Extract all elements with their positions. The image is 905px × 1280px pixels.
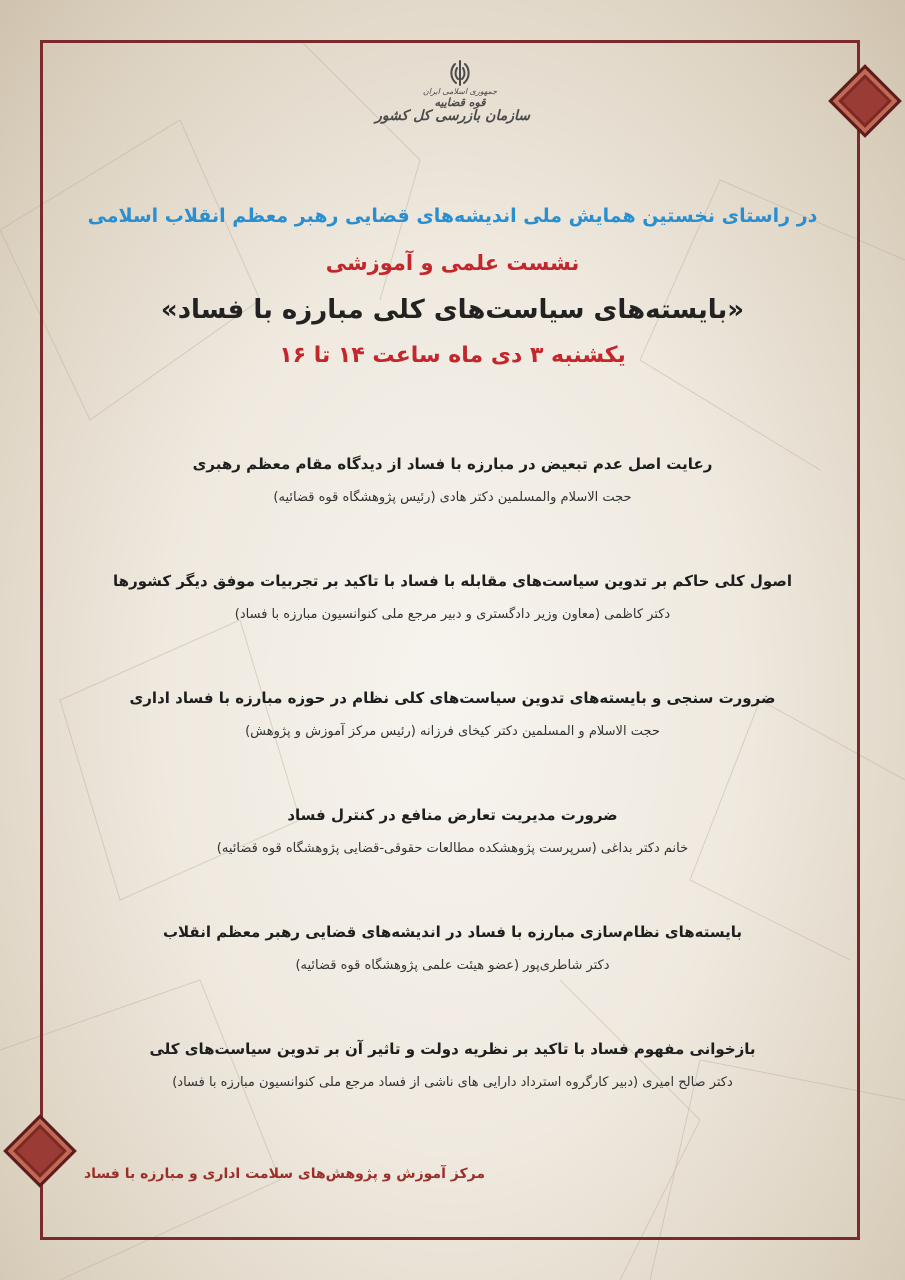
org-line-inspection: سازمان بازرسی کل کشور	[375, 107, 530, 124]
session-topic: ضرورت مدیریت تعارض منافع در کنترل فساد	[287, 806, 618, 824]
session-item	[90, 572, 815, 689]
session-item	[90, 1040, 815, 1157]
iran-emblem-icon	[447, 58, 473, 88]
session-topic: رعایت اصل عدم تبعیض در مبارزه با فساد از دیدگاه مقام معظم رهبری	[192, 455, 713, 473]
event-title: «بایسته‌های سیاست‌های کلی مبارزه با فساد»	[160, 295, 745, 325]
session-item	[90, 455, 815, 572]
org-line-judiciary: قوه قضاییه	[434, 95, 486, 109]
session-list	[90, 455, 815, 1157]
session-speaker: حجت الاسلام والمسلمین دکتر هادی (رئیس پژوهشگاه قوه قضائیه)	[273, 490, 632, 505]
session-item	[90, 806, 815, 923]
session-topic: اصول کلی حاکم بر تدوین سیاست‌های مقابله با فساد با تاکید بر تجربیات موفق دیگر کشورها	[113, 572, 792, 590]
intro-text: در راستای نخستین همایش ملی اندیشه‌های قضایی رهبر معظم انقلاب اسلامی	[87, 205, 818, 227]
session-topic: بازخوانی مفهوم فساد با تاکید بر نظریه دولت و تاثیر آن بر تدوین سیاست‌های کلی	[149, 1040, 756, 1058]
session-speaker: حجت الاسلام و المسلمین دکتر کیخای فرزانه (رئیس مرکز آموزش و پژوهش)	[245, 724, 660, 739]
session-speaker: دکتر شاطری‌پور (عضو هیئت علمی پژوهشگاه قوه قضائیه)	[295, 958, 610, 973]
session-speaker: خانم دکتر بداغی (سرپرست پژوهشکده مطالعات حقوقی-قضایی پژوهشگاه قوه قضائیه)	[216, 841, 689, 856]
footer-organizer: مرکز آموزش و پژوهش‌های سلامت اداری و مبارزه با فساد	[83, 1166, 485, 1182]
header-block	[80, 205, 825, 368]
session-topic: ضرورت سنجی و بایسته‌های تدوین سیاست‌های کلی نظام در حوزه مبارزه با فساد اداری	[129, 689, 776, 707]
session-speaker: دکتر کاظمی (معاون وزیر دادگستری و دبیر مرجع ملی کنوانسیون مبارزه با فساد)	[234, 607, 671, 622]
event-date: یکشنبه ۳ دی ماه ساعت ۱۴ تا ۱۶	[279, 343, 626, 368]
session-speaker: دکتر صالح امیری (دبیر کارگروه استرداد دارایی های ناشی از فساد مرجع ملی کنوانسیون مبارزه با فساد)	[172, 1075, 733, 1090]
session-item	[90, 689, 815, 806]
session-topic: بایسته‌های نظام‌سازی مبارزه با فساد در اندیشه‌های قضایی رهبر معظم انقلاب	[162, 923, 743, 941]
event-subtitle: نشست علمی و آموزشی	[325, 251, 580, 275]
organization-logo	[375, 58, 530, 163]
org-line-republic: جمهوری اسلامی ایران	[422, 87, 498, 96]
session-item	[90, 923, 815, 1040]
